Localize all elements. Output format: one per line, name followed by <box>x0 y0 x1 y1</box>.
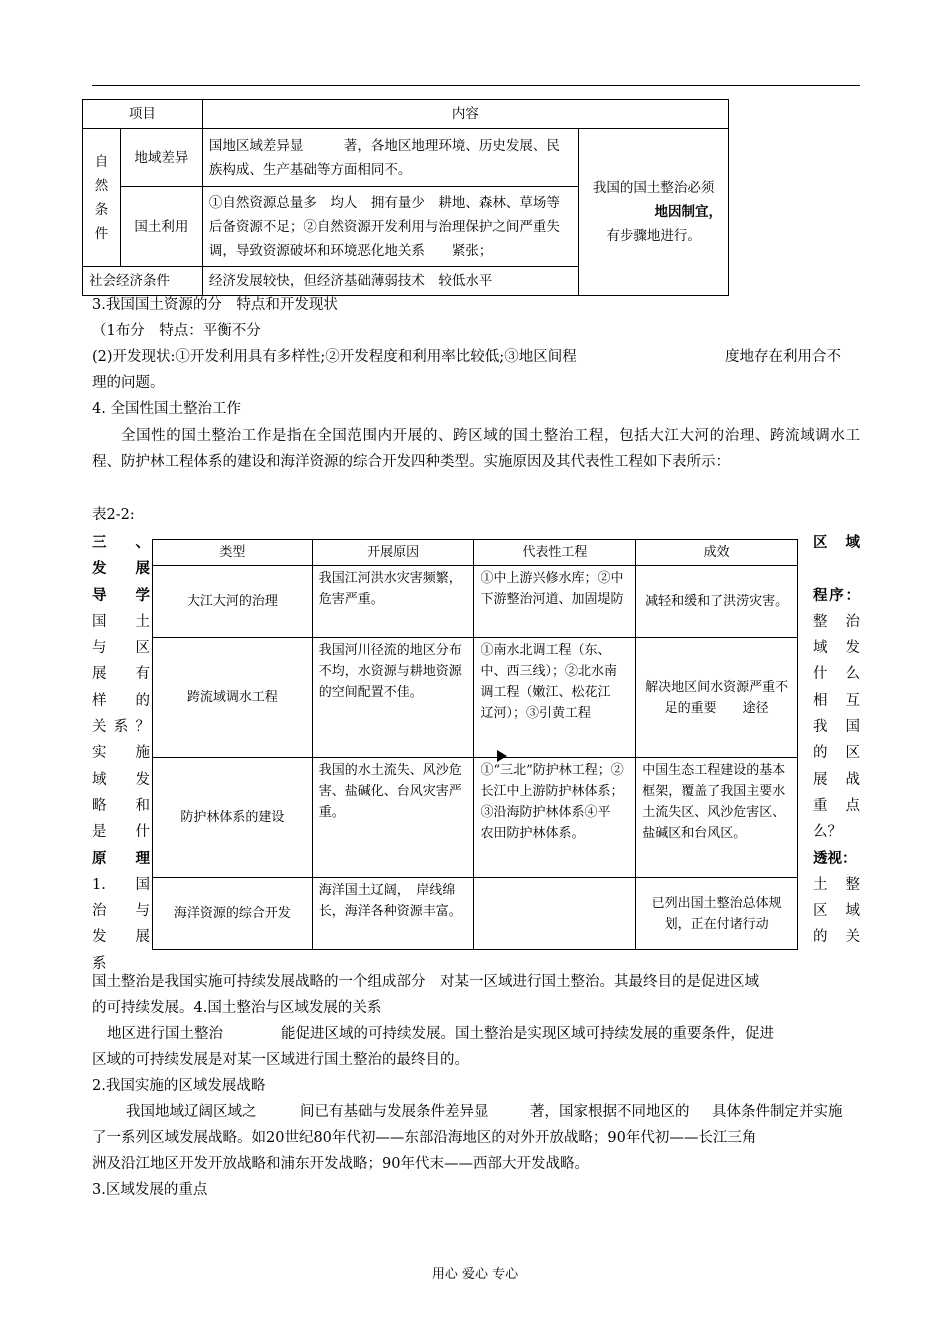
natural-conditions-table <box>82 99 729 296</box>
section6-line1b: 间已有基础与发展条件差异显 <box>300 1104 489 1120</box>
row-regional-difference-content: 国地区域差异显 著，各地区地理环境、历史发展、民族构成、生产基础等方面相同不。 <box>202 129 578 187</box>
row-regional-difference-label: 地域差异 <box>120 129 202 187</box>
table-cell-reason: 海洋国土辽阔， 岸线绵长，海洋各种资源丰富。 <box>312 878 474 950</box>
row-socioeconomic-content: 经济发展较快，但经济基础薄弱技术 较低水平 <box>202 267 578 296</box>
table2-header-projects: 代表性工程 <box>474 540 636 566</box>
section3-line2a: (2)开发现状:①开发利用具有多样性;②开发程度和利用率比较低;③地区间程 <box>92 349 577 365</box>
section5-line4: 区域的可持续发展是对某一区域进行国土整治的最终目的。 <box>92 1052 469 1068</box>
section6-line1d: 具体条件制定并实施 <box>712 1104 843 1120</box>
table-cell-result: 解决地区间水资源严重不足的重要 途径 <box>636 638 798 758</box>
section3-line3: 理的问题。 <box>92 375 165 391</box>
table-cell-result: 中国生态工程建设的基本框架，覆盖了我国主要水土流失区、风沙危害区、盐碱区和台风区。 <box>636 758 798 878</box>
right-column-text: 区 域 程序： 整 治 域 发 什 么 相 互 我 国 的 区 展 战 重 点 么？ 透视： 土 整 区 域 的 关 <box>813 534 860 946</box>
section6-title: 2.我国实施的区域发展战略 <box>92 1078 266 1094</box>
table2-label: 表2-2: <box>92 507 135 523</box>
section5-line2: 的可持续发展。4.国土整治与区域发展的关系 <box>92 1000 382 1016</box>
table-row: 海洋资源的综合开发 <box>153 878 313 950</box>
table-cell-projects <box>474 878 636 950</box>
row-land-use-label: 国土利用 <box>120 187 202 267</box>
section6-title2: 3.区域发展的重点 <box>92 1182 208 1198</box>
section4-title: 4. 全国性国土整治工作 <box>92 401 241 417</box>
table2-header-reason: 开展原因 <box>312 540 474 566</box>
table-cell-projects: ①中上游兴修水库；②中下游整治河道、加固堤防 <box>474 566 636 638</box>
table-row: 跨流域调水工程 <box>153 638 313 758</box>
table-row: 大江大河的治理 <box>153 566 313 638</box>
section6-line1c: 著，国家根据不同地区的 <box>530 1104 690 1120</box>
table-row: 防护林体系的建设 <box>153 758 313 878</box>
page-footer: 用心 爱心 专心 <box>431 1267 519 1282</box>
section3-line2b: 度地存在利用合不 <box>725 349 841 365</box>
table-cell-projects: ①“三北”防护林工程；②长江中上游防护林体系；③沿海防护林体系④平 农田防护林体系。 <box>474 758 636 878</box>
left-column-text: 三 、 发展 导 学 国 土 与 区 展 有 样 的 关系？ 实 施 域 发 略 和 是 什 原 理 1. 国 治 与 发 展 系 <box>92 534 150 972</box>
table2-header-type: 类型 <box>153 540 313 566</box>
table-cell-reason: 我国的水土流失、风沙危害、盐碱化、台风灾害严重。 <box>312 758 474 878</box>
table-cell-reason: 我国河川径流的地区分布不均，水资源与耕地资源的空间配置不佳。 <box>312 638 474 758</box>
header-rule <box>92 85 860 86</box>
table2-header-result: 成效 <box>636 540 798 566</box>
natural-conditions-label: 自然条件 <box>83 129 121 267</box>
table-cell-result: 已列出国土整治总体规划，正在付诸行动 <box>636 878 798 950</box>
section4-paragraph: 全国性的国土整治工作是指在全国范围内开展的、跨区域的国土整治工程，包括大江大河的治理、跨流域调水工程、防护林工程体系的建设和海洋资源的综合开发四种类型。实施原因及其代表性工程如下表所示： <box>92 428 860 470</box>
row-socioeconomic-label: 社会经济条件 <box>83 267 203 296</box>
section5-line3: 地区进行国土整治 能促进区域的可持续发展。国土整治是实现区域可持续发展的重要条件，促进 <box>107 1026 774 1042</box>
table1-header-item: 项目 <box>83 100 203 129</box>
section3-title: 3.我国国土资源的分 特点和开发现状 <box>92 297 338 313</box>
section5-line1: 国土整治是我国实施可持续发展战略的一个组成部分 对某一区域进行国土整治。其最终目的是促进区域 <box>92 974 759 990</box>
arrow-icon <box>497 750 507 762</box>
land-remediation-table <box>152 539 798 950</box>
table1-conclusion: 我国的国土整治必须 地因制宜， 有步骤地进行。 <box>579 129 729 296</box>
section6-line2: 了一系列区域发展战略。如20世纪80年代初——东部沿海地区的对外开放战略；90年代初——长江三角 <box>92 1130 757 1146</box>
row-land-use-content: ①自然资源总量多 均人 拥有量少 耕地、森林、草场等后备资源不足；②自然资源开发利用与治理保护之间严重失调，导致资源破坏和环境恶化地关系 紧张； <box>202 187 578 267</box>
table-cell-result: 减轻和缓和了洪涝灾害。 <box>636 566 798 638</box>
table-cell-reason: 我国江河洪水灾害频繁，危害严重。 <box>312 566 474 638</box>
section3-line1: （1布分 特点：平衡不分 <box>92 323 261 339</box>
table1-header-content: 内容 <box>202 100 728 129</box>
table-cell-projects: ①南水北调工程（东、中、西三线）；②北水南调工程（嫩江、松花江 辽河）；③引黄工程 <box>474 638 636 758</box>
section6-line3: 洲及沿江地区开发开放战略和浦东开发战略；90年代末——西部大开发战略。 <box>92 1156 589 1172</box>
section6-line1a: 我国地域辽阔区域之 <box>126 1104 257 1120</box>
